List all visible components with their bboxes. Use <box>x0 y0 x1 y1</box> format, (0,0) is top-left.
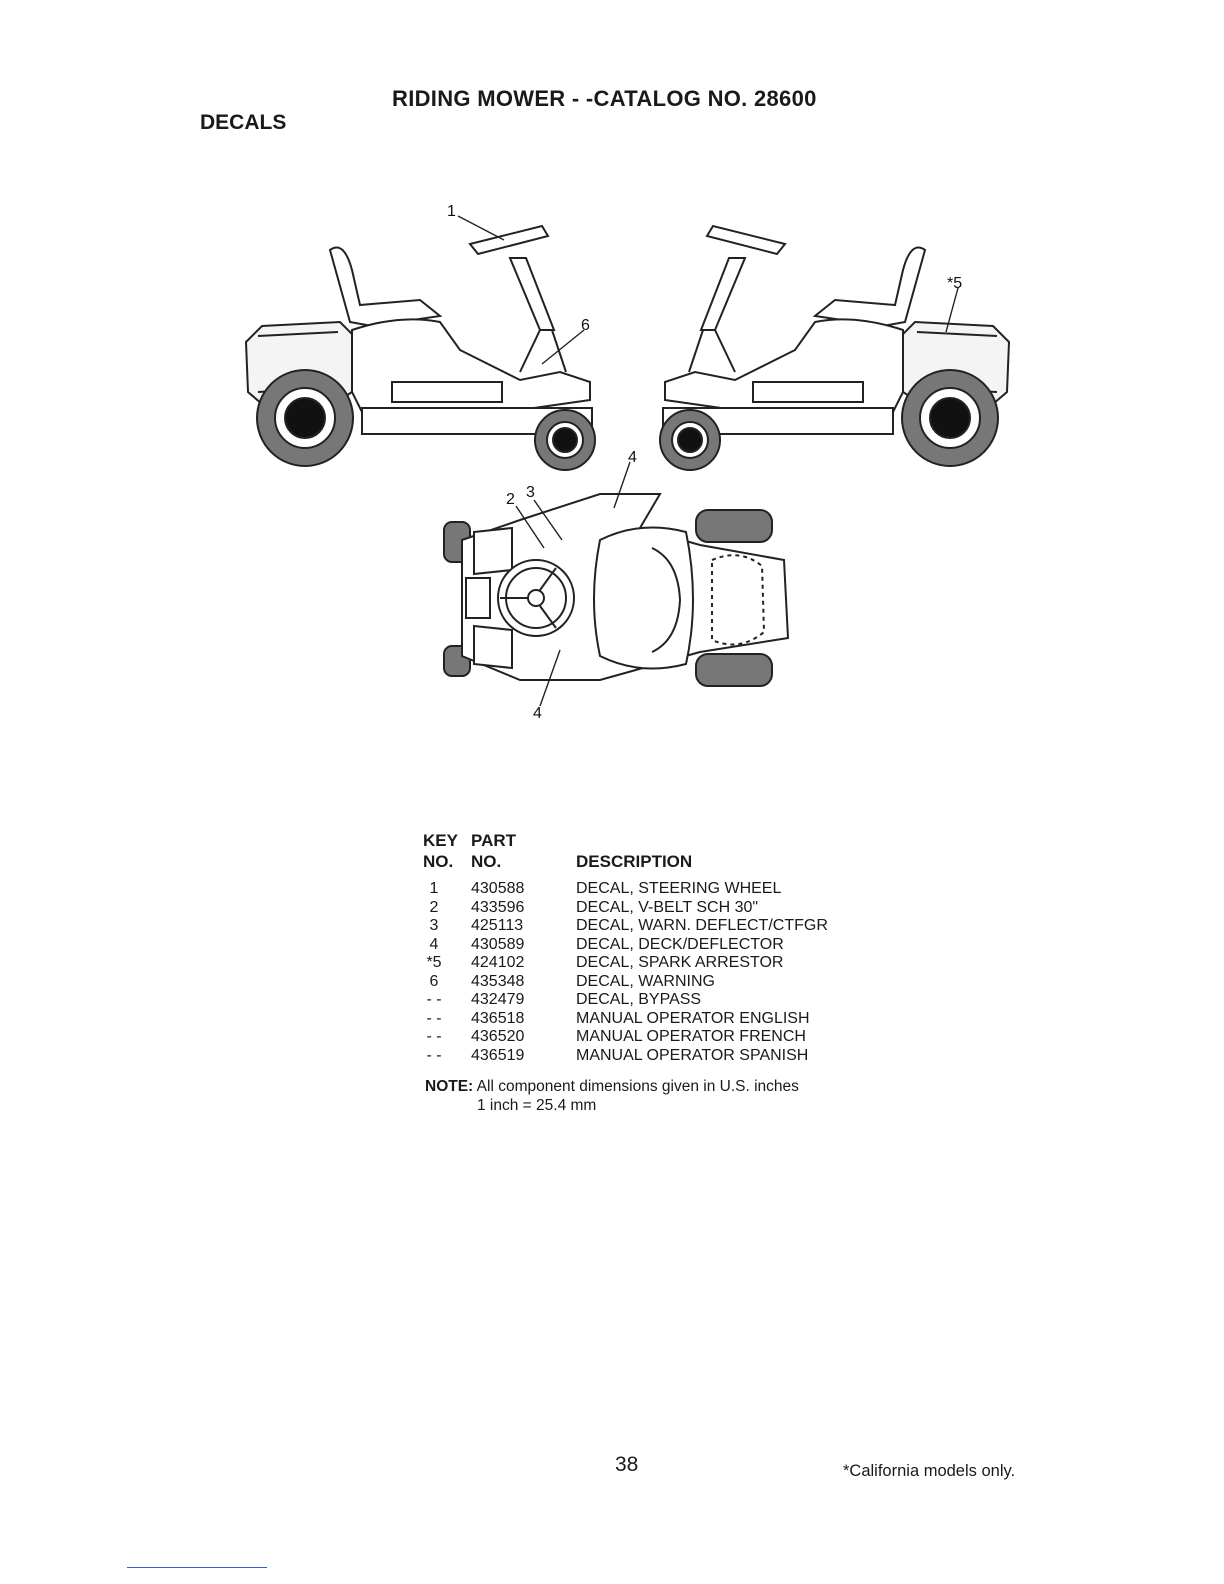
mower-side-view-right[interactable] <box>660 226 1009 470</box>
page-title: RIDING MOWER - -CATALOG NO. 28600 <box>392 86 817 111</box>
key-no: - - <box>426 1028 442 1045</box>
key-no: *5 <box>426 954 442 971</box>
key-no: - - <box>426 1046 442 1064</box>
key-no: - - <box>426 991 442 1008</box>
callout-2: 2 <box>506 491 515 508</box>
key-no: 1 <box>429 880 439 897</box>
col-part-header: PART <box>471 831 517 850</box>
key-no: 4 <box>429 935 439 953</box>
california-footnote: *California models only. <box>843 1462 1016 1480</box>
description: DECAL, STEERING WHEEL <box>576 880 782 897</box>
mower-side-view-left <box>246 226 595 470</box>
dimension-note <box>425 1077 799 1115</box>
col-key-header: KEY <box>423 831 458 850</box>
note-text: All component dimensions given in U.S. inches <box>476 1078 799 1095</box>
page-number: 38 <box>615 1453 639 1476</box>
description: DECAL, WARN. DEFLECT/CTFGR <box>576 917 828 934</box>
description: DECAL, V-BELT SCH 30" <box>576 898 759 916</box>
part-no: 433596 <box>471 898 525 916</box>
description: DECAL, WARNING <box>576 972 715 990</box>
callout-1: 1 <box>447 203 456 220</box>
note-label: NOTE: <box>425 1078 474 1095</box>
key-no: 2 <box>429 898 439 916</box>
callout-5: *5 <box>947 275 963 292</box>
callout-4-bottom: 4 <box>533 705 542 722</box>
description: DECAL, DECK/DEFLECTOR <box>576 935 784 953</box>
part-no: 436518 <box>471 1009 525 1027</box>
description: MANUAL OPERATOR ENGLISH <box>576 1009 810 1027</box>
col-key-header-2: NO. <box>423 852 454 871</box>
note-conversion: 1 inch = 25.4 mm <box>477 1097 597 1114</box>
callout-6: 6 <box>581 317 590 334</box>
mower-top-view <box>444 494 788 686</box>
footer-divider <box>127 1567 267 1568</box>
col-desc-header: DESCRIPTION <box>576 852 693 871</box>
part-no: 436519 <box>471 1046 525 1064</box>
part-no: 425113 <box>471 917 524 934</box>
description: MANUAL OPERATOR FRENCH <box>576 1028 806 1045</box>
description: DECAL, SPARK ARRESTOR <box>576 954 784 971</box>
description: DECAL, BYPASS <box>576 991 702 1008</box>
part-no: 436520 <box>471 1028 525 1045</box>
part-no: 430589 <box>471 935 525 953</box>
key-no: - - <box>426 1009 442 1027</box>
description: MANUAL OPERATOR SPANISH <box>576 1046 809 1064</box>
part-no: 430588 <box>471 880 525 897</box>
key-no: 3 <box>429 917 439 934</box>
part-no: 432479 <box>471 991 525 1008</box>
key-no: 6 <box>429 972 439 990</box>
part-no: 424102 <box>471 954 525 971</box>
col-part-header-2: NO. <box>471 852 502 871</box>
callout-3: 3 <box>526 484 535 501</box>
section-heading: DECALS <box>200 111 287 134</box>
decal-location-diagram <box>0 0 1224 760</box>
part-no: 435348 <box>471 972 525 990</box>
callout-4-top: 4 <box>628 449 637 466</box>
